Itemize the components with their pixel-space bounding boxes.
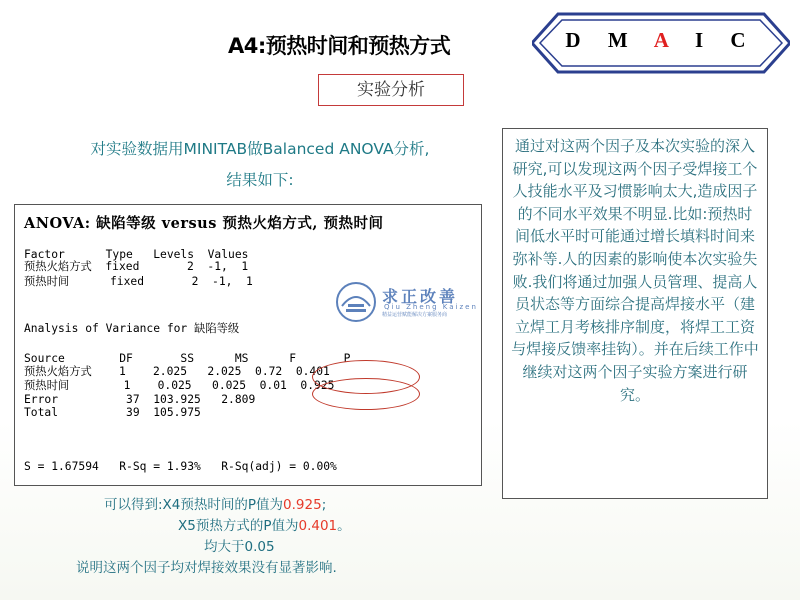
source-row: Error 37 103.925 2.809 — [24, 393, 256, 406]
analysis-title: Analysis of Variance for 缺陷等级 — [24, 322, 240, 335]
anova-output — [14, 204, 482, 486]
analysis-note-box — [502, 128, 768, 499]
conclusion-line-4: 说明这两个因子均对焊接效果没有显著影响. — [76, 560, 337, 576]
p-value-x4: 0.925 — [283, 497, 322, 513]
factor-header: Factor Type Levels Values — [24, 248, 249, 261]
watermark-logo — [334, 280, 494, 324]
conclusion-line-2-text: X5预热方式的P值为 — [178, 518, 299, 534]
watermark-pinyin: Qiu Zheng Kaizen — [384, 303, 478, 311]
dmaic-letters — [532, 28, 790, 53]
conclusion-line-3: 均大于0.05 — [204, 539, 275, 555]
source-row: 预热火焰方式 1 2.025 2.025 0.72 0.401 — [24, 365, 330, 378]
analysis-note: 通过对这两个因子及本次实验的深入研究,可以发现这两个因子受焊接工个人技能水平及习惯影响太大,造成因子的不同水平效果不明显.比如:预热时间低水平时可能通过增长填料时间来弥补等.人的因素的影响使本次实验失败.我们将通过加强人员管理、提高人员状态等方面综合提高焊接水平（建立焊工月考核排序制度，将焊工工资与焊接反馈率挂钩）。并在后续工作中继续对这两个因子实验方案进行研究。 — [511, 137, 759, 404]
conclusion-line-1 — [104, 496, 326, 515]
conclusion-line-1-end: ; — [321, 497, 327, 513]
conclusion-line-2-end: 。 — [337, 518, 351, 534]
dmaic-letters-after: I C — [678, 28, 757, 52]
source-header: Source DF SS MS F P — [24, 352, 351, 365]
section-label: 实验分析 — [318, 74, 464, 106]
page-title: A4:预热时间和预热方式 — [228, 34, 451, 58]
dmaic-letter-active: A — [653, 28, 679, 52]
intro-text — [20, 134, 500, 196]
model-summary: S = 1.67594 R-Sq = 1.93% R-Sq(adj) = 0.00% — [24, 460, 337, 473]
source-row: 预热时间 1 0.025 0.025 0.01 0.925 — [24, 379, 335, 392]
dmaic-banner — [532, 12, 790, 74]
intro-line-2: 结果如下: — [226, 171, 294, 189]
watermark-emblem — [334, 280, 378, 324]
intro-line-1: 对实验数据用MINITAB做Balanced ANOVA分析, — [90, 140, 430, 158]
factor-row: 预热时间 fixed 2 -1, 1 — [24, 275, 253, 288]
dmaic-letters-before: D M — [565, 28, 654, 52]
p-value-x5: 0.401 — [298, 518, 338, 534]
watermark-tagline: 精益运营赋能解决方案服务商 — [382, 312, 448, 318]
conclusion-line-1-text: 可以得到:X4预热时间的P值为 — [104, 497, 284, 513]
watermark-title: 求正改善 — [382, 287, 459, 306]
source-row: Total 39 105.975 — [24, 406, 201, 419]
anova-heading: ANOVA: 缺陷等级 versus 预热火焰方式, 预热时间 — [24, 215, 384, 232]
conclusion-line-2 — [178, 517, 351, 536]
factor-row: 预热火焰方式 fixed 2 -1, 1 — [24, 260, 249, 273]
p-value-highlight-ring — [312, 378, 420, 410]
